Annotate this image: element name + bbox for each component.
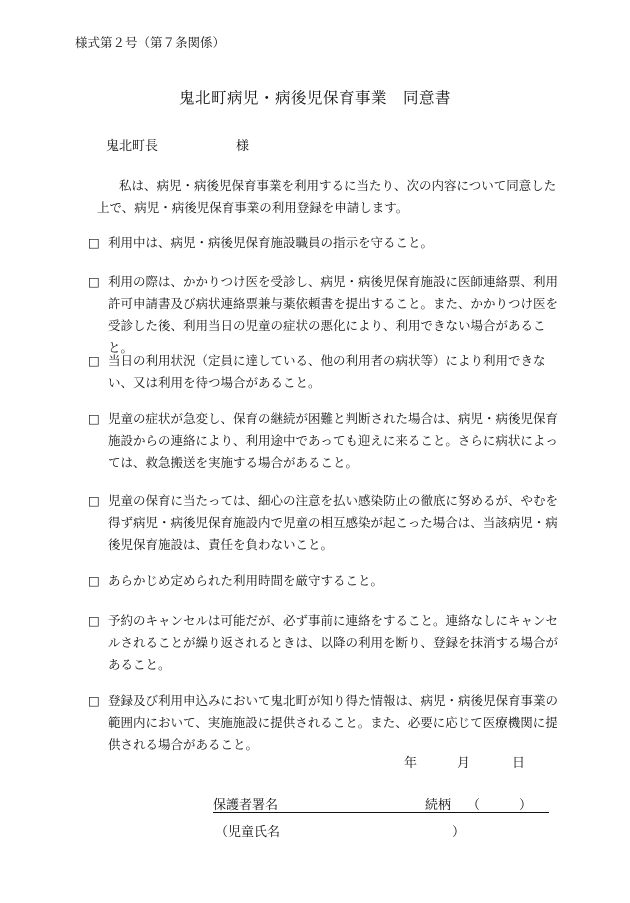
consent-item xyxy=(88,490,558,556)
addressee xyxy=(106,135,249,154)
document-title: 鬼北町病児・病後児保育事業 同意書 xyxy=(178,89,451,107)
date-month-label: 月 xyxy=(457,756,471,771)
consent-item xyxy=(88,690,558,756)
relation-label: 続柄 xyxy=(425,798,452,813)
checkbox[interactable]: □ xyxy=(88,693,100,708)
consent-item xyxy=(88,570,558,592)
guardian-signature-line[interactable] xyxy=(213,794,549,813)
addressee-honorific: 様 xyxy=(236,139,250,154)
consent-item xyxy=(88,350,558,394)
child-name-paren-close: ） xyxy=(452,825,466,840)
addressee-name: 鬼北町長 xyxy=(106,139,159,154)
checkbox[interactable]: □ xyxy=(88,613,100,628)
relation-paren-open: （ xyxy=(467,798,481,813)
checkbox[interactable]: □ xyxy=(88,411,100,426)
consent-item xyxy=(88,610,558,676)
consent-item xyxy=(88,271,558,359)
consent-item-text: 利用中は、病児・病後児保育施設職員の指示を守ること。 xyxy=(108,235,434,250)
consent-item xyxy=(88,232,558,254)
checkbox[interactable]: □ xyxy=(88,235,100,250)
consent-item-text: 当日の利用状況（定員に達している、他の利用者の病状等）により利用できない、又は利用を待つ場合があること。 xyxy=(108,353,546,390)
consent-item-text: 登録及び利用申込みにおいて鬼北町が知り得た情報は、病児・病後児保育事業の範囲内において、実施施設に提供されること。また、必要に応じて医療機関に提供される場合があること。 xyxy=(108,693,559,752)
date-line xyxy=(404,752,525,771)
consent-item-text: 利用の際は、かかりつけ医を受診し、病児・病後児保育施設に医師連絡票、利用許可申請書及び病状連絡票兼与薬依頼書を提出すること。また、かかりつけ医を受診した後、利用当日の児童の症状の悪化により、利用できない場合があること。 xyxy=(108,274,559,355)
form-number: 様式第２号（第７条関係） xyxy=(75,35,226,50)
date-year-label: 年 xyxy=(404,756,418,771)
intro-paragraph: 私は、病児・病後児保育事業を利用するに当たり、次の内容について同意した上で、病児・病後児保育事業の利用登録を申請します。 xyxy=(97,178,557,215)
checkbox[interactable]: □ xyxy=(88,274,100,289)
checkbox[interactable]: □ xyxy=(88,493,100,508)
consent-item-text: 予約のキャンセルは可能だが、必ず事前に連絡をすること。連絡なしにキャンセルされることが繰り返されるときは、以降の利用を断り、登録を抹消する場合があること。 xyxy=(108,613,559,672)
relation-paren-close: ） xyxy=(519,798,533,813)
consent-item-text: 児童の保育に当たっては、細心の注意を払い感染防止の徹底に努めるが、やむを得ず病児・病後児保育施設内で児童の相互感染が起こった場合は、当該病児・病後児保育施設は、責任を負わないこと。 xyxy=(108,493,559,552)
guardian-signature-label: 保護者署名 xyxy=(213,798,279,813)
consent-item-text: あらかじめ定められた利用時間を厳守すること。 xyxy=(108,573,384,588)
checkbox[interactable]: □ xyxy=(88,573,100,588)
child-name-line[interactable] xyxy=(215,821,466,840)
consent-item-text: 児童の症状が急変し、保育の継続が困難と判断された場合は、病児・病後児保育施設からの連絡により、利用途中であっても迎えに来ること。さらに病状によっては、救急搬送を実施する場合があること。 xyxy=(108,411,559,470)
consent-item xyxy=(88,408,558,474)
date-day-label: 日 xyxy=(512,756,526,771)
checkbox[interactable]: □ xyxy=(88,353,100,368)
child-name-label: （児童氏名 xyxy=(215,825,281,840)
